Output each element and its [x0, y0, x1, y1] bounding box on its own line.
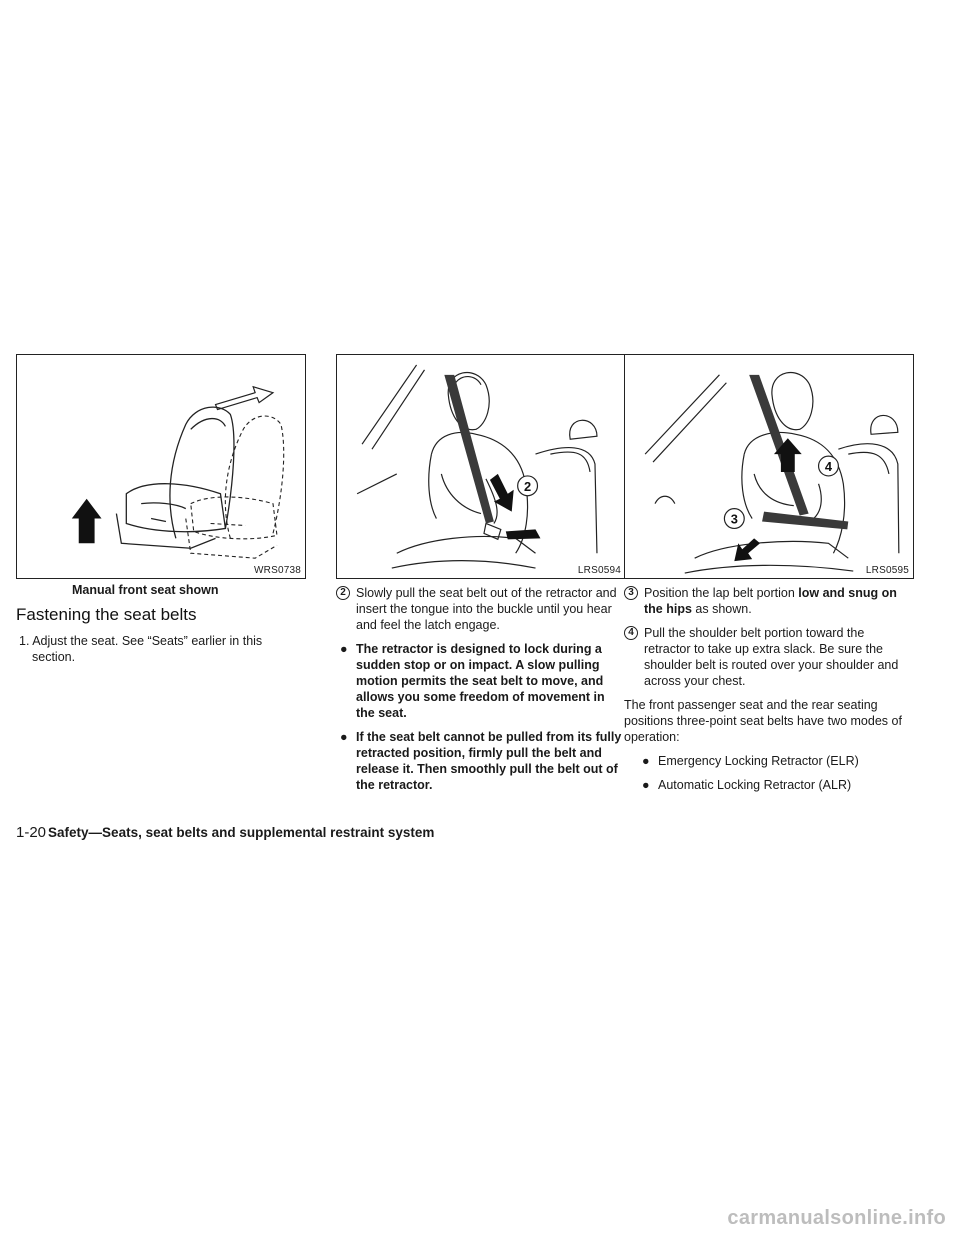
step-2 [336, 585, 626, 633]
bullet-text: The retractor is designed to lock during a sudden stop or on impact. A slow pulling motion permits the seat belt to move, and allows you some freedom of movement in the seat. [356, 642, 605, 720]
callout-2: 2 [523, 478, 532, 494]
step-3-text-a: Position the lap belt portion [644, 586, 799, 600]
step-1-text: 1. Adjust the seat. See “Seats” earlier in this section. [19, 634, 263, 664]
step-3 [624, 585, 914, 617]
bullet-icon: ● [340, 642, 348, 656]
column-2 [336, 354, 626, 801]
bullet-icon: ● [340, 730, 348, 744]
figure-caption: Manual front seat shown [72, 583, 219, 597]
mode-text: Emergency Locking Retractor (ELR) [658, 754, 859, 768]
figure-position-belt [624, 354, 914, 579]
callout-3: 3 [730, 511, 738, 527]
step-3-text-b: as shown. [691, 602, 752, 616]
pull-belt-illustration [337, 355, 625, 578]
bullet-text: If the seat belt cannot be pulled from its fully retracted position, firmly pull the belt and release it. Then smoothly pull the belt out of the retractor. [356, 730, 622, 792]
bullet-icon: ● [642, 778, 650, 792]
figure-seat-adjust [16, 354, 306, 579]
page-number: 1-20 [16, 824, 47, 841]
step-2-text: Slowly pull the seat belt out of the retractor and insert the tongue into the buckle until you hear and feel the latch engage. [356, 586, 617, 632]
bullet-retractor-lock [336, 641, 626, 721]
mode-text: Automatic Locking Retractor (ALR) [658, 778, 852, 792]
step-4-number: 4 [624, 626, 638, 640]
step-2-number: 2 [336, 586, 350, 600]
figure-pull-belt [336, 354, 626, 579]
mode-alr [624, 777, 914, 793]
bullet-pull-firmly [336, 729, 626, 793]
column-3 [624, 354, 914, 801]
mode-elr [624, 753, 914, 769]
position-belt-illustration [625, 355, 913, 578]
bullet-icon: ● [642, 754, 650, 768]
step-3-number: 3 [624, 586, 638, 600]
seat-illustration [17, 355, 305, 578]
figure-code: WRS0738 [254, 565, 301, 576]
callout-4: 4 [824, 458, 833, 474]
step-3-text-bold: low and snug on the hips [644, 586, 897, 616]
figure-code: LRS0595 [865, 565, 909, 576]
section-title: Safety—Seats, seat belts and supplemental restraint system [48, 825, 435, 840]
section-heading: Fastening the seat belts [16, 605, 197, 624]
figure-code: LRS0594 [577, 565, 621, 576]
watermark: carmanualsonline.info [727, 1207, 946, 1229]
page-footer [16, 824, 434, 841]
column-1 [16, 354, 306, 673]
step-4-text: Pull the shoulder belt portion toward the retractor to take up extra slack. Be sure the shoulder belt is routed over your shoulder and across your chest. [644, 626, 899, 688]
modes-paragraph: The front passenger seat and the rear seating positions three-point seat belts have two modes of operation: [624, 698, 902, 744]
step-4 [624, 625, 914, 689]
